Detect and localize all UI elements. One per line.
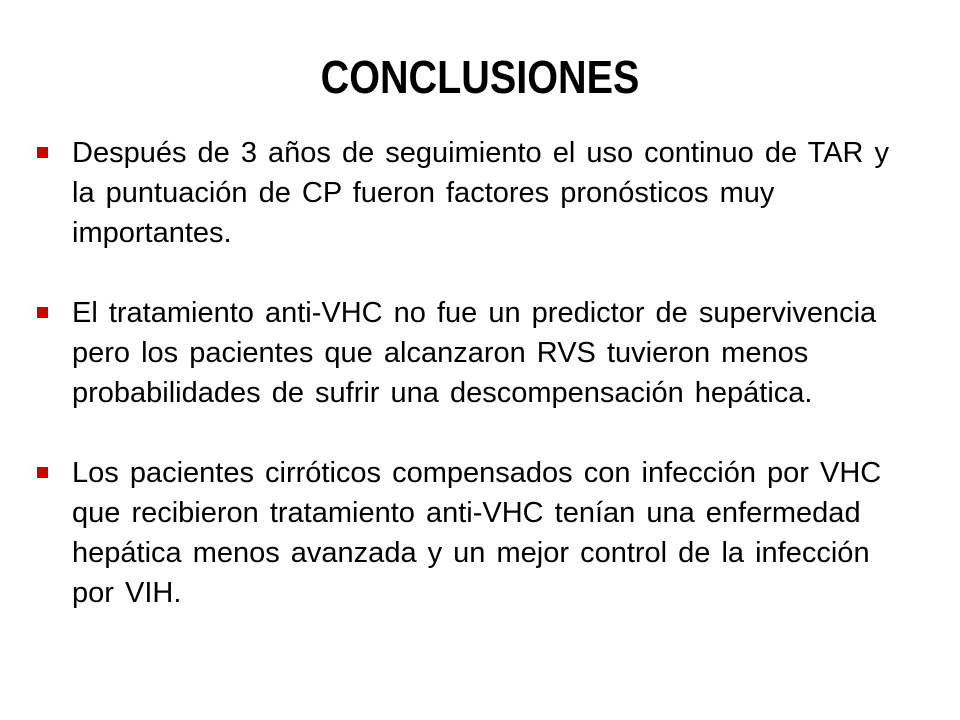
bullet-text: El tratamiento anti-VHC no fue un predictor de supervivencia pero los pacientes que alcanzaron RVS tuvieron menos probabilidades de sufrir una descompensación hepática. [72,297,877,409]
square-bullet-icon [37,147,48,158]
bullet-item [36,453,916,613]
square-bullet-icon [37,307,48,318]
bullet-text: Después de 3 años de seguimiento el uso continuo de TAR y la puntuación de CP fueron factores pronósticos muy importantes. [72,137,890,249]
bullet-list [36,133,916,613]
bullet-item [36,133,916,253]
bullet-text: Los pacientes cirróticos compensados con infección por VHC que recibieron tratamiento anti-VHC tenían una enfermedad hepática menos avanzada y un mejor control de la infección por VIH. [72,457,882,609]
slide-title: CONCLUSIONES [320,51,640,103]
square-bullet-icon [37,467,48,478]
bullet-item [36,293,916,413]
